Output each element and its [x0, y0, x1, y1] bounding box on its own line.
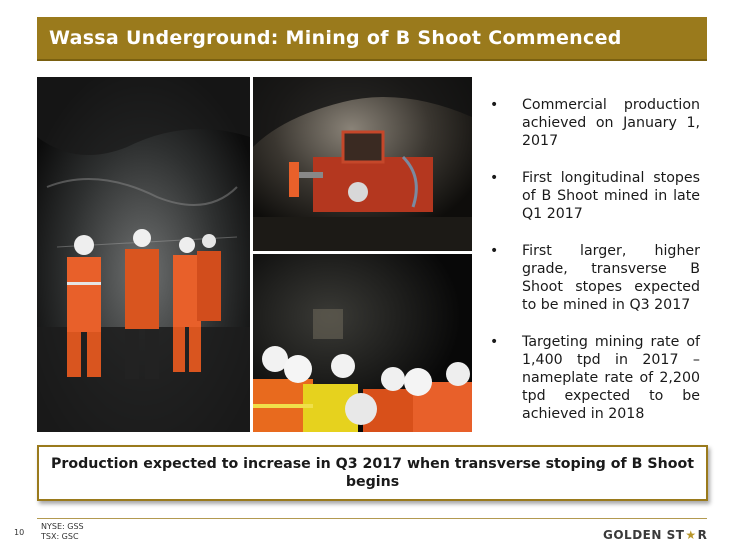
logo-text-part2: R — [697, 528, 708, 542]
ticker-nyse: NYSE: GSS — [41, 522, 84, 531]
bullet-marker: • — [490, 97, 499, 113]
callout-text: Production expected to increase in Q3 2017 when transverse stoping of B Shoot begins — [51, 456, 694, 490]
bullet-list — [490, 96, 700, 442]
bullet-text: Targeting mining rate of 1,400 tpd in 2017 – nameplate rate of 2,200 tpd expected to be achieved in 2018 — [522, 334, 700, 422]
bullet-marker: • — [490, 170, 499, 186]
slide-title-bar — [37, 17, 707, 61]
bullet-marker: • — [490, 334, 499, 350]
bullet-item — [490, 169, 700, 223]
footer-divider — [37, 518, 707, 519]
slide-title: Wassa Underground: Mining of B Shoot Commenced — [49, 27, 622, 49]
star-icon: ★ — [685, 528, 697, 542]
bullet-text: Commercial production achieved on January 1, 2017 — [522, 97, 700, 149]
page-number: 10 — [14, 528, 25, 537]
bullet-item — [490, 333, 700, 423]
logo-text-part1: GOLDEN ST — [603, 528, 685, 542]
ticker-tsx: TSX: GSC — [41, 532, 79, 541]
photo-miners-group — [253, 254, 472, 432]
photo-miners-at-rock-face — [37, 77, 250, 432]
ticker-symbols — [41, 522, 84, 542]
company-logo — [603, 526, 707, 544]
callout-box — [37, 445, 708, 501]
bullet-text: First larger, higher grade, transverse B Shoot stopes expected to be mined in Q3 2017 — [522, 243, 700, 313]
bullet-item — [490, 96, 700, 150]
bullet-text: First longitudinal stopes of B Shoot mined in late Q1 2017 — [522, 170, 700, 222]
bullet-marker: • — [490, 243, 499, 259]
bullet-item — [490, 242, 700, 314]
photo-drill-rig — [253, 77, 472, 251]
